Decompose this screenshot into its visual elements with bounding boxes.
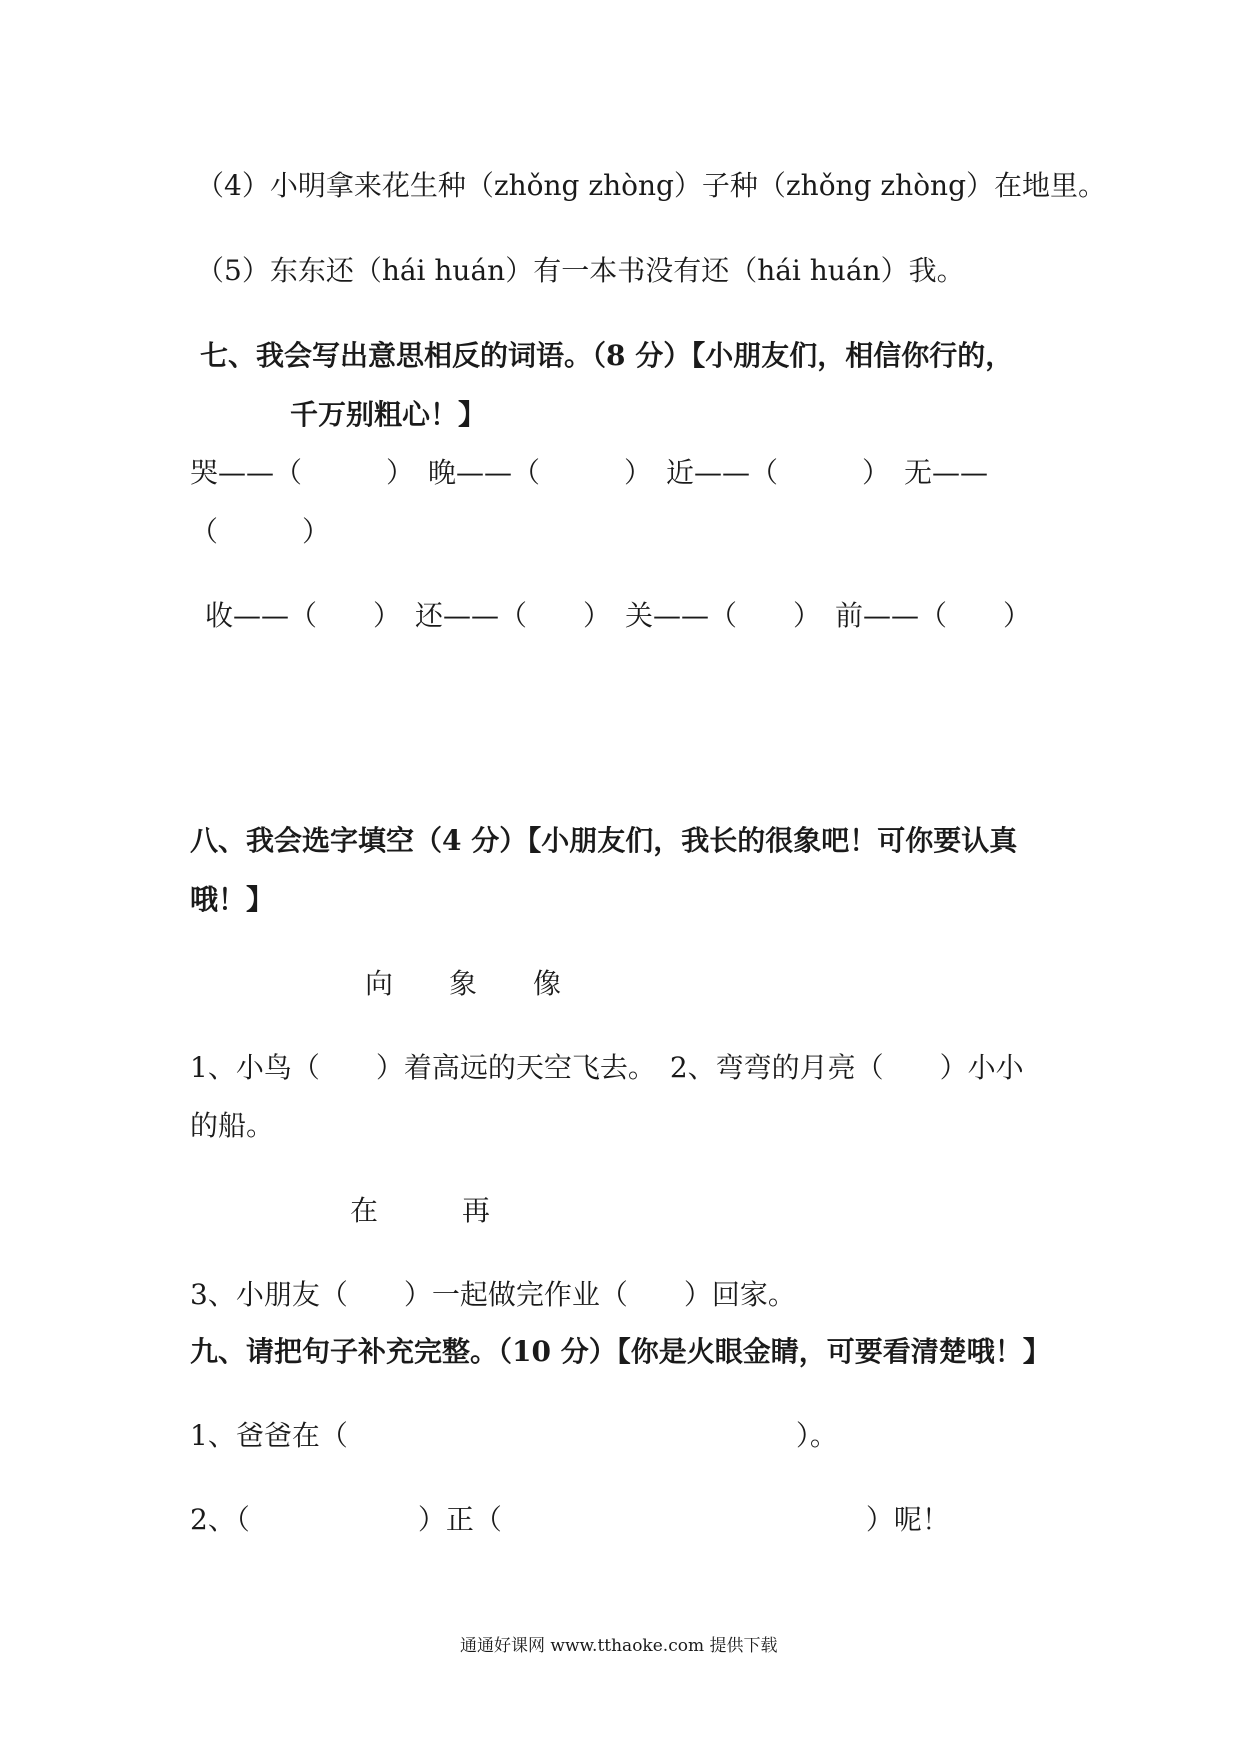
s8-choices1: 向 象 像	[365, 967, 562, 1000]
s8-q3: 3、小朋友（ ）一起做完作业（ ）回家。	[190, 1278, 796, 1311]
s8-q1b: 的船。	[190, 1109, 275, 1142]
s7-title-line1: 七、我会写出意思相反的词语。（8 分）【小朋友们，相信你行的，	[200, 339, 1014, 372]
s8-choices2: 在 再	[350, 1194, 491, 1227]
s9-q1: 1、爸爸在（ ）。	[190, 1419, 838, 1452]
s9-q2: 2、（ ）正（ ）呢！	[190, 1503, 950, 1536]
s8-title-line1: 八、我会选字填空（4 分）【小朋友们，我长的很象吧！可你要认真	[190, 824, 1018, 857]
s7-row1b: （ ）	[190, 515, 331, 548]
s8-q1: 1、小鸟（ ）着高远的天空飞去。 2、弯弯的月亮（ ）小小	[190, 1051, 1024, 1084]
s6-item5: （5）东东还（hái huán）有一本书没有还（hái huán）我。	[196, 254, 965, 287]
s7-title-line2: 千万别粗心！】	[290, 398, 487, 431]
s8-title-line2: 哦！】	[190, 883, 275, 916]
s9-title: 九、请把句子补充完整。（10 分）【你是火眼金睛，可要看清楚哦！】	[190, 1335, 1051, 1368]
s6-item4: （4）小明拿来花生种（zhǒng zhòng）子种（zhǒng zhòng）在地里。	[196, 169, 1107, 202]
s7-row2: 收——（ ） 还——（ ） 关——（ ） 前——（ ）	[205, 599, 1032, 632]
s7-row1a: 哭——（ ） 晚——（ ） 近——（ ） 无——	[190, 456, 989, 489]
footer-text: 通通好课网 www.tthaoke.com 提供下载	[460, 1636, 778, 1656]
